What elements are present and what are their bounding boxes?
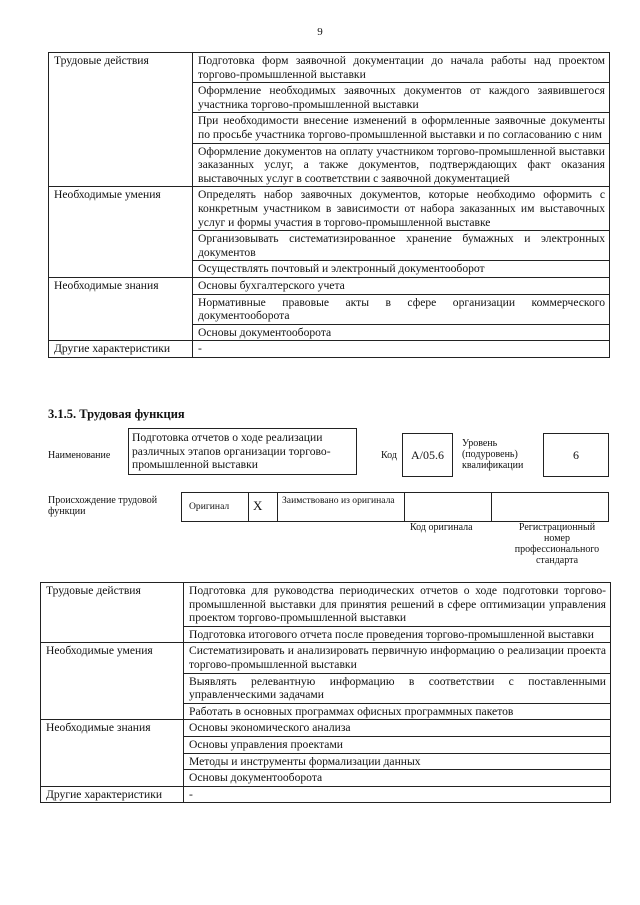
row-label: Другие характеристики <box>49 341 193 358</box>
table-cell: Подготовка для руководства периодических отчетов о ходе подготовки торгово-промышленной выставки для принятия решений в сфере оптимизации управления проектом торгово-промышленной выставки <box>184 583 611 627</box>
code-label: Код <box>381 450 397 461</box>
level-label: Уровень (подуровень) квалификации <box>462 438 524 471</box>
table-cell: Организовывать систематизированное хранение бумажных и электронных документов <box>193 231 610 261</box>
table-cell: Определять набор заявочных документов, которые необходимо оформить с конкретным участником в зависимости от набора заказанных им выставочных услуг и формы участия в торгово-промышленной выставке <box>193 187 610 231</box>
table-cell: Методы и инструменты формализации данных <box>184 753 611 770</box>
origin-label: Происхождение трудовой функции <box>48 495 158 517</box>
borrowed-label: Заимствовано из оригинала <box>282 495 395 506</box>
table-cell: Систематизировать и анализировать первичную информацию о реализации проекта торгово-промышленной выставки <box>184 643 611 673</box>
row-label: Необходимые знания <box>49 277 193 340</box>
table-cell: Выявлять релевантную информацию в соответствии с поставленными управленческими задачами <box>184 673 611 703</box>
table-cell: Основы документооборота <box>184 770 611 787</box>
table-cell: Осуществлять почтовый и электронный документооборот <box>193 261 610 278</box>
original-mark: X <box>253 498 263 513</box>
table-cell: - <box>193 341 610 358</box>
table-cell: Основы бухгалтерского учета <box>193 277 610 294</box>
table-cell: Подготовка форм заявочной документации до начала работы над проектом торгово-промышленной выставки <box>193 53 610 83</box>
origin-divider <box>491 493 492 521</box>
row-label: Необходимые знания <box>41 720 184 786</box>
table-cell: Подготовка итогового отчета после проведения торгово-промышленной выставки <box>184 626 611 643</box>
borrowed-cell <box>277 493 405 521</box>
code-original-label: Код оригинала <box>410 522 473 533</box>
function-name: Подготовка отчетов о ходе реализации различных этапов организации торгово-промышленной выставки <box>128 428 357 475</box>
level-value: 6 <box>543 433 609 477</box>
row-label: Другие характеристики <box>41 786 184 803</box>
name-label: Наименование <box>48 450 111 461</box>
page-number: 9 <box>317 26 323 38</box>
labor-function-table-2 <box>40 582 611 803</box>
row-label: Необходимые умения <box>49 187 193 278</box>
table-cell: Основы управления проектами <box>184 736 611 753</box>
row-label: Необходимые умения <box>41 643 184 720</box>
section-title: 3.1.5. Трудовая функция <box>48 407 185 421</box>
origin-box <box>181 492 609 522</box>
row-label: Трудовые действия <box>41 583 184 643</box>
table-cell: Основы экономического анализа <box>184 720 611 737</box>
original-cell <box>182 493 263 521</box>
table-cell: Нормативные правовые акты в сфере организации коммерческого документооборота <box>193 294 610 324</box>
labor-function-table-1 <box>48 52 610 358</box>
reg-number-label: Регистрационный номер профессионального стандарта <box>514 522 600 566</box>
row-label: Трудовые действия <box>49 53 193 187</box>
table-cell: Основы документооборота <box>193 324 610 341</box>
table-cell: - <box>184 786 611 803</box>
table-cell: Работать в основных программах офисных программных пакетов <box>184 703 611 720</box>
table-cell: При необходимости внесение изменений в оформленные заявочные документы по просьбе участника торгово-промышленной выставки и по согласованию с ним <box>193 113 610 143</box>
table-cell: Оформление документов на оплату участником торгово-промышленной выставки заказанных услуг, а также документов, подтверждающих факт оказания выставочных услуг в соответствии с заявочной документацией <box>193 143 610 187</box>
original-label: Оригинал <box>189 501 230 512</box>
table-cell: Оформление необходимых заявочных документов от каждого заявившегося участника торгово-промышленной выставки <box>193 83 610 113</box>
code-value: А/05.6 <box>402 433 453 477</box>
